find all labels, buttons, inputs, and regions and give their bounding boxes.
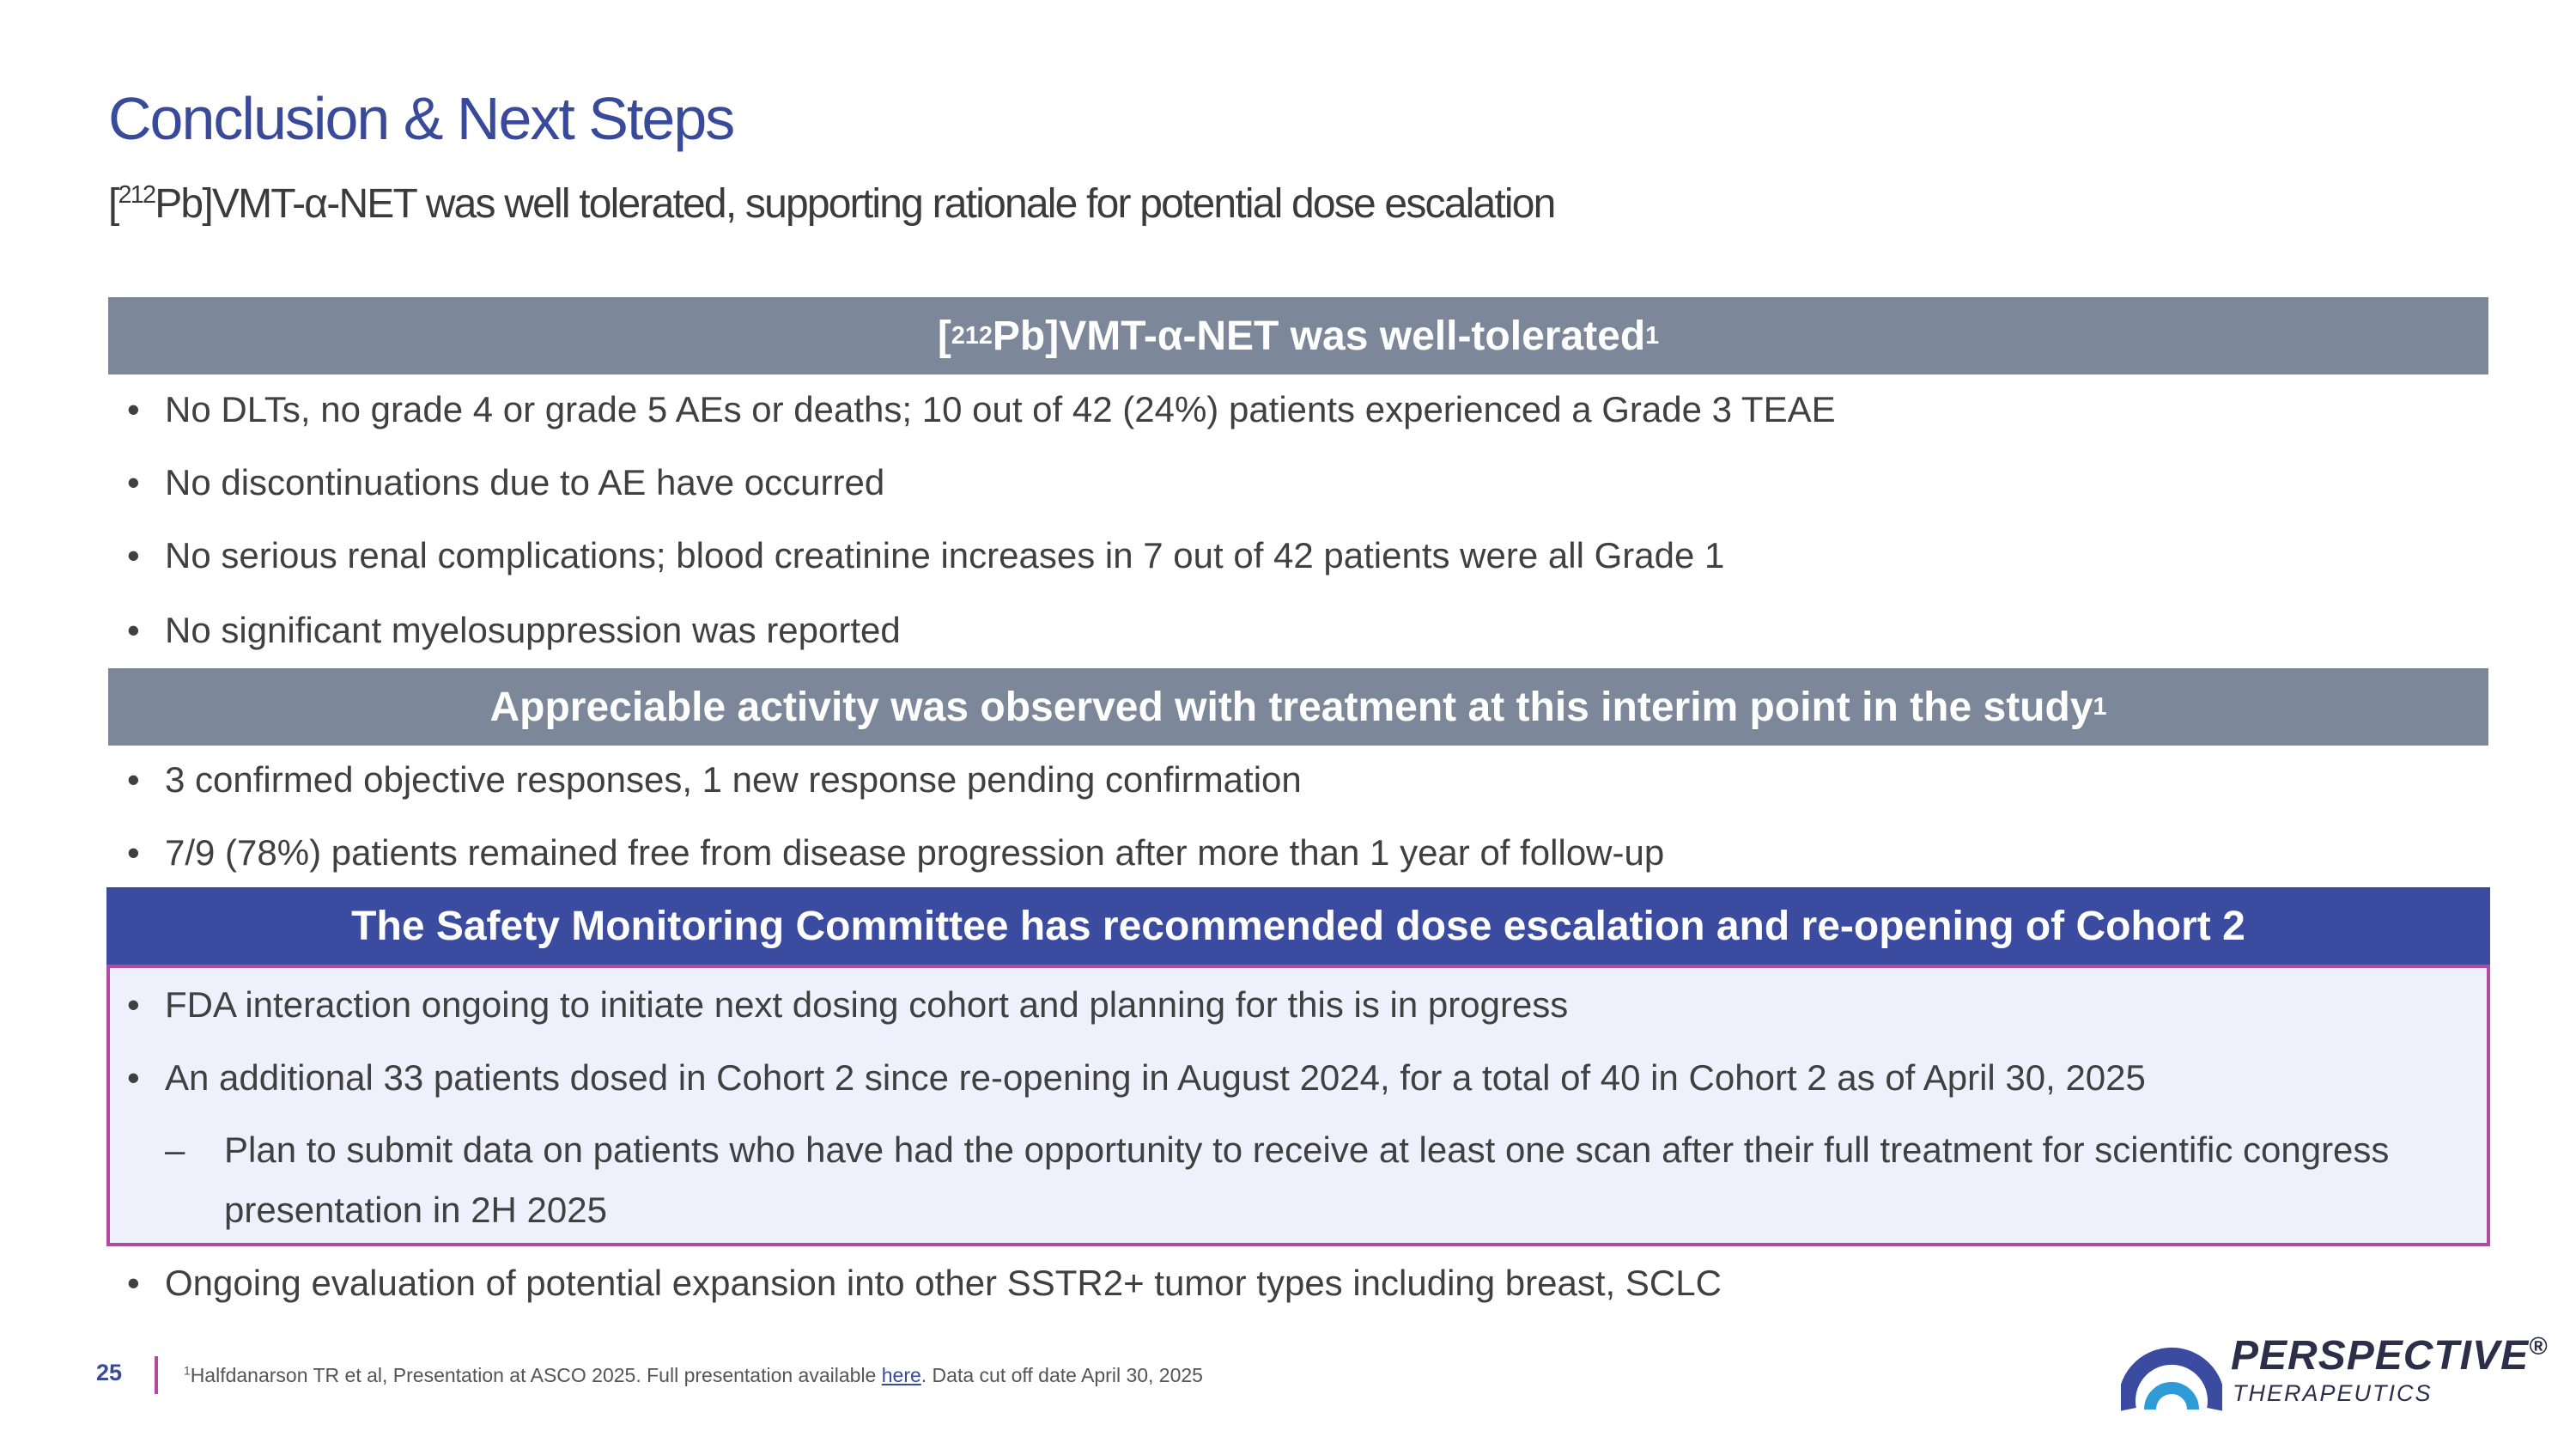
section-tolerated-header: [ 212 Pb]VMT-α-NET was well-tolerated 1 xyxy=(108,297,2488,374)
footnote-ref-mark: 1 xyxy=(184,1364,191,1378)
bullet-mark: • xyxy=(127,462,140,502)
page-title: Conclusion & Next Steps xyxy=(108,85,734,152)
page-number: 25 xyxy=(96,1360,123,1385)
bullet-text: No serious renal complications; blood creatinine increases in 7 out of 42 patients were all Grade 1 xyxy=(165,535,1725,575)
list-item xyxy=(127,832,1664,874)
list-item xyxy=(127,535,1724,576)
footer-divider xyxy=(155,1356,158,1394)
bullet-mark: • xyxy=(127,1057,140,1098)
bullet-text: 3 confirmed objective responses, 1 new response pending confirmation xyxy=(165,759,1302,800)
bullet-mark: • xyxy=(127,984,140,1025)
logo-registered-mark: ® xyxy=(2529,1333,2549,1361)
list-item xyxy=(127,1057,2146,1099)
section-activity-header: Appreciable activity was observed with treatment at this interim point in the study 1 xyxy=(108,668,2488,746)
sub-list-item xyxy=(165,1120,2457,1240)
footnote xyxy=(184,1364,1203,1387)
logo-name xyxy=(2231,1332,2548,1379)
presentation-link[interactable]: here xyxy=(881,1364,921,1386)
bullet-mark: • xyxy=(127,610,140,650)
subtitle-isotope-mass: 212 xyxy=(118,181,155,209)
header-bracket: [ xyxy=(937,313,951,359)
subtitle-text: Pb]VMT-α-NET was well tolerated, supporting rationale for potential dose escalation xyxy=(155,181,1555,227)
bullet-text: 7/9 (78%) patients remained free from disease progression after more than 1 year of follow-up xyxy=(165,832,1665,873)
sub-bullet-text: Plan to submit data on patients who have had the opportunity to receive at least one scan after their full treatment for scientific congress presentation in 2H 2025 xyxy=(224,1129,2390,1230)
list-item xyxy=(127,610,901,651)
company-logo xyxy=(2121,1327,2549,1422)
logo-mark-icon xyxy=(2121,1327,2222,1422)
header-text: The Safety Monitoring Committee has recommended dose escalation and re-opening of Cohort 2 xyxy=(351,903,2245,949)
bullet-mark: • xyxy=(127,1263,140,1303)
logo-subtitle: THERAPEUTICS xyxy=(2233,1380,2433,1406)
bullet-text: Ongoing evaluation of potential expansion into other SSTR2+ tumor types including breast, SCLC xyxy=(165,1263,1722,1303)
list-item xyxy=(127,759,1302,801)
footnote-text: Halfdanarson TR et al, Presentation at ASCO 2025. Full presentation available xyxy=(190,1364,882,1386)
bullet-text: No discontinuations due to AE have occurred xyxy=(165,462,885,502)
list-item xyxy=(127,984,1568,1026)
footnote-cutoff-text: . Data cut off date April 30, 2025 xyxy=(920,1364,1203,1386)
bullet-mark: • xyxy=(127,535,140,575)
list-item xyxy=(127,1263,1722,1304)
bullet-text: No significant myelosuppression was reported xyxy=(165,610,901,650)
bullet-text: No DLTs, no grade 4 or grade 5 AEs or deaths; 10 out of 42 (24%) patients experienced a Grade 3 TEAE xyxy=(165,389,1836,429)
list-item xyxy=(127,389,1836,430)
bullet-mark: • xyxy=(127,389,140,429)
subtitle-bracket: [ xyxy=(108,181,118,227)
list-item xyxy=(127,462,884,503)
bullet-text: An additional 33 patients dosed in Cohort 2 since re-opening in August 2024, for a total of 40 in Cohort 2 as of April 30, 2025 xyxy=(165,1057,2146,1098)
section-recommendation-header xyxy=(106,887,2490,968)
bullet-text: FDA interaction ongoing to initiate next dosing cohort and planning for this is in progress xyxy=(165,984,1569,1025)
bullet-mark: • xyxy=(127,759,140,800)
logo-name-text: PERSPECTIVE xyxy=(2231,1333,2530,1379)
page-subtitle xyxy=(108,180,1555,228)
header-text: Appreciable activity was observed with treatment at this interim point in the study xyxy=(489,684,2093,730)
dash-mark: – xyxy=(165,1129,185,1170)
bullet-mark: • xyxy=(127,832,140,873)
header-text: Pb]VMT-α-NET was well-tolerated xyxy=(992,313,1646,359)
